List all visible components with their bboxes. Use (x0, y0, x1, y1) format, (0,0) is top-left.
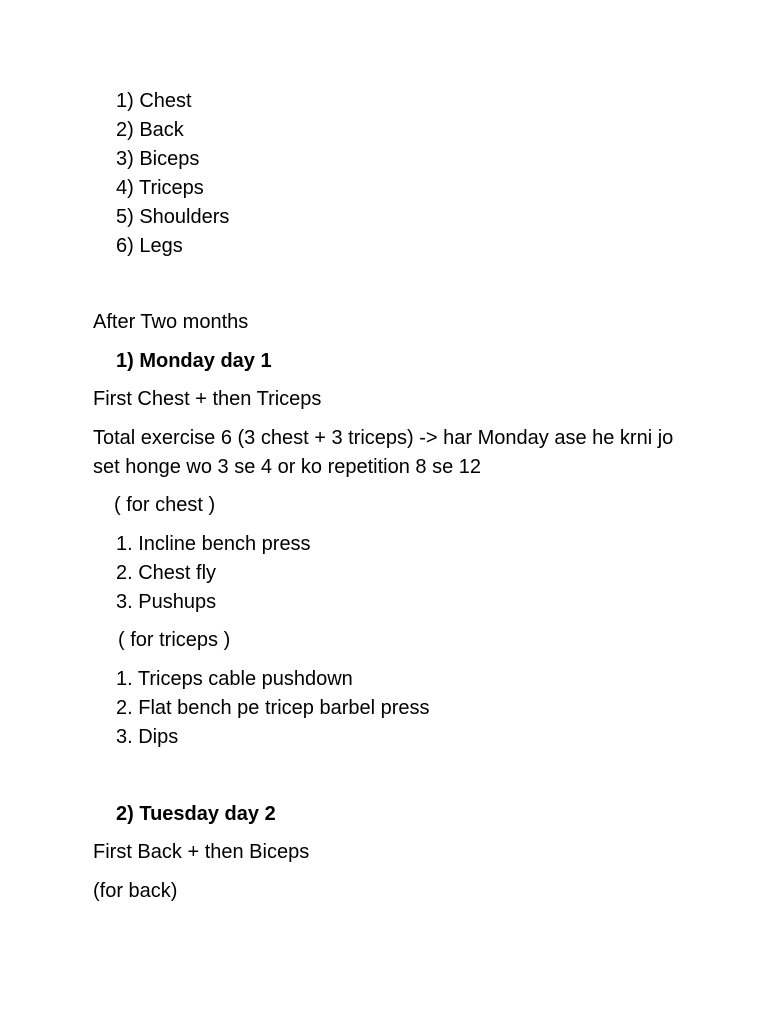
chest-label: ( for chest ) (114, 494, 216, 516)
list-item: 1) Chest (116, 90, 192, 112)
list-item: 1. Incline bench press (116, 533, 311, 555)
list-item: 3. Dips (116, 726, 179, 748)
list-item: 2) Back (116, 119, 184, 141)
list-item: 6) Legs (116, 235, 183, 257)
chest-exercise-list (116, 530, 311, 617)
list-item: 2. Flat bench pe tricep barbel press (116, 697, 430, 719)
muscle-group-list (116, 87, 229, 261)
list-item: 3. Pushups (116, 591, 217, 613)
list-item: 5) Shoulders (116, 206, 230, 228)
monday-heading: 1) Monday day 1 (116, 350, 272, 372)
list-item: 4) Triceps (116, 177, 204, 199)
tuesday-heading: 2) Tuesday day 2 (116, 803, 276, 825)
monday-total-note: Total exercise 6 (3 chest + 3 triceps) -> har Monday ase he krni jo set honge wo 3 se 4 or ko repetition 8 se 12 (93, 427, 674, 478)
list-item: 3) Biceps (116, 148, 200, 170)
triceps-label: ( for triceps ) (118, 629, 231, 651)
back-label: (for back) (93, 880, 178, 902)
tuesday-summary: First Back + then Biceps (93, 841, 310, 863)
list-item: 2. Chest fly (116, 562, 217, 584)
triceps-exercise-list (116, 665, 430, 752)
after-two-months-heading: After Two months (93, 311, 249, 333)
list-item: 1. Triceps cable pushdown (116, 668, 353, 690)
monday-summary: First Chest + then Triceps (93, 388, 322, 410)
